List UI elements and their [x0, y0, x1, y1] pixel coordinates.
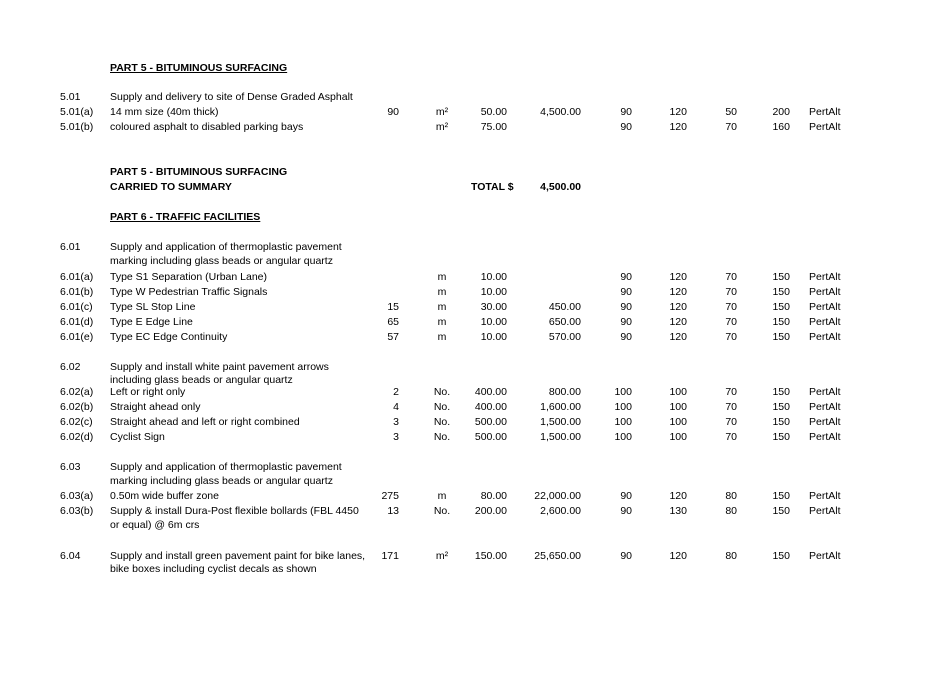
table-row [0, 300, 951, 314]
cell-code: 5.01(b) [60, 121, 94, 133]
cell-amount: 650.00 [548, 316, 581, 328]
cell-ref: PertAlt [809, 316, 841, 328]
cell-f3: 80 [725, 550, 737, 562]
cell-desc: coloured asphalt to disabled parking bays [110, 121, 304, 133]
cell-unit: No. [433, 505, 451, 517]
cell-f4: 150 [772, 286, 790, 298]
cell-f1: 90 [620, 490, 632, 502]
cell-rate: 80.00 [480, 490, 507, 502]
part5-heading: PART 5 - BITUMINOUS SURFACING [110, 62, 288, 74]
cell-f4: 150 [772, 431, 790, 443]
cell-f3: 70 [725, 416, 737, 428]
cell-f4: 150 [772, 386, 790, 398]
part6-heading: PART 6 - TRAFFIC FACILITIES [110, 211, 261, 223]
cell-desc: Type S1 Separation (Urban Lane) [110, 271, 268, 283]
cell-code: 6.01(b) [60, 286, 94, 298]
table-row [0, 460, 951, 474]
cell-ref: PertAlt [809, 286, 841, 298]
cell-qty: 57 [387, 331, 399, 343]
cell-f2: 120 [669, 316, 687, 328]
cell-rate: 200.00 [474, 505, 507, 517]
cell-f2: 120 [669, 271, 687, 283]
cell-f1: 100 [614, 431, 632, 443]
cell-f4: 150 [772, 331, 790, 343]
cell-code: 6.01(e) [60, 331, 94, 343]
cell-f3: 70 [725, 331, 737, 343]
cell-desc: Supply and application of thermoplastic pavement [110, 461, 342, 473]
cell-desc: Straight ahead only [110, 401, 201, 413]
cell-amount: 2,600.00 [540, 505, 581, 517]
cell-f1: 90 [620, 331, 632, 343]
cell-qty: 13 [387, 505, 399, 517]
cell-unit: m [437, 316, 447, 328]
cell-f3: 80 [725, 505, 737, 517]
table-row [0, 105, 951, 119]
cell-code: 6.01(d) [60, 316, 94, 328]
cell-amount: 450.00 [548, 301, 581, 313]
cell-f2: 100 [669, 401, 687, 413]
cell-f1: 90 [620, 316, 632, 328]
total-value: 4,500.00 [540, 181, 581, 193]
cell-f1: 90 [620, 271, 632, 283]
cell-code: 6.03(b) [60, 505, 94, 517]
cell-qty: 275 [381, 490, 399, 502]
cell-f1: 90 [620, 505, 632, 517]
cell-f3: 70 [725, 401, 737, 413]
cell-f2: 120 [669, 331, 687, 343]
cell-f3: 70 [725, 301, 737, 313]
cell-code: 6.03(a) [60, 490, 94, 502]
cell-desc: Supply and install white paint pavement arrows [110, 361, 329, 373]
cell-desc: marking including glass beads or angular quartz [110, 255, 333, 267]
cell-ref: PertAlt [809, 416, 841, 428]
cell-f4: 150 [772, 416, 790, 428]
cell-unit: No. [433, 416, 451, 428]
table-row [0, 254, 951, 268]
table-row [0, 415, 951, 429]
cell-f2: 120 [669, 106, 687, 118]
cell-rate: 400.00 [474, 386, 507, 398]
table-row [0, 549, 951, 563]
cell-f3: 50 [725, 106, 737, 118]
table-row [0, 518, 951, 532]
cell-f1: 100 [614, 416, 632, 428]
cell-unit: m² [435, 550, 449, 562]
cell-rate: 400.00 [474, 401, 507, 413]
cell-rate: 10.00 [480, 331, 507, 343]
cell-ref: PertAlt [809, 505, 841, 517]
cell-f4: 150 [772, 505, 790, 517]
cell-unit: m [437, 490, 447, 502]
cell-f2: 120 [669, 286, 687, 298]
cell-qty: 2 [393, 386, 399, 398]
cell-unit: No. [433, 431, 451, 443]
cell-ref: PertAlt [809, 271, 841, 283]
cell-rate: 50.00 [480, 106, 507, 118]
cell-f2: 120 [669, 490, 687, 502]
cell-unit: m [437, 301, 447, 313]
cell-rate: 150.00 [474, 550, 507, 562]
cell-f4: 160 [772, 121, 790, 133]
cell-desc: including glass beads or angular quartz [110, 374, 293, 386]
cell-ref: PertAlt [809, 550, 841, 562]
part5-summary-row-1 [0, 165, 951, 179]
cell-desc: or equal) @ 6m crs [110, 519, 200, 531]
cell-f1: 90 [620, 106, 632, 118]
cell-code: 6.01 [60, 241, 81, 253]
cell-qty: 171 [381, 550, 399, 562]
total-label: TOTAL $ [471, 181, 514, 193]
cell-unit: m [437, 331, 447, 343]
cell-f4: 150 [772, 401, 790, 413]
cell-code: 6.01(a) [60, 271, 94, 283]
cell-qty: 3 [393, 416, 399, 428]
cell-code: 5.01(a) [60, 106, 94, 118]
table-row [0, 489, 951, 503]
cell-f3: 70 [725, 121, 737, 133]
cell-desc: 14 mm size (40m thick) [110, 106, 219, 118]
cell-f4: 150 [772, 550, 790, 562]
cell-amount: 1,600.00 [540, 401, 581, 413]
cell-desc: Type E Edge Line [110, 316, 193, 328]
cell-desc: Supply and install green pavement paint for bike lanes, [110, 550, 366, 562]
cell-f1: 90 [620, 550, 632, 562]
table-row [0, 430, 951, 444]
table-row [0, 474, 951, 488]
part6-heading-row [0, 210, 951, 224]
cell-amount: 4,500.00 [540, 106, 581, 118]
cell-amount: 800.00 [548, 386, 581, 398]
cell-ref: PertAlt [809, 386, 841, 398]
cell-f3: 70 [725, 286, 737, 298]
cell-desc: Left or right only [110, 386, 186, 398]
cell-amount: 570.00 [548, 331, 581, 343]
cell-ref: PertAlt [809, 490, 841, 502]
cell-ref: PertAlt [809, 431, 841, 443]
cell-desc: Type SL Stop Line [110, 301, 196, 313]
cell-ref: PertAlt [809, 106, 841, 118]
table-row [0, 385, 951, 399]
cell-f2: 120 [669, 121, 687, 133]
cell-f4: 150 [772, 490, 790, 502]
cell-qty: 15 [387, 301, 399, 313]
cell-f1: 90 [620, 286, 632, 298]
cell-qty: 65 [387, 316, 399, 328]
cell-ref: PertAlt [809, 301, 841, 313]
cell-desc: Straight ahead and left or right combined [110, 416, 300, 428]
cell-code: 6.02 [60, 361, 81, 373]
cell-desc: Supply & install Dura-Post flexible bollards (FBL 4450 [110, 505, 359, 517]
cell-ref: PertAlt [809, 121, 841, 133]
cell-f3: 70 [725, 271, 737, 283]
cell-f4: 150 [772, 316, 790, 328]
cell-unit: m [437, 271, 447, 283]
cell-code: 6.01(c) [60, 301, 93, 313]
cell-desc: Supply and delivery to site of Dense Graded Asphalt [110, 91, 353, 103]
part5-heading-row [0, 61, 951, 75]
cell-ref: PertAlt [809, 331, 841, 343]
cell-code: 6.02(d) [60, 431, 94, 443]
part5-summary-row-2 [0, 180, 951, 194]
table-row [0, 360, 951, 374]
cell-rate: 500.00 [474, 416, 507, 428]
cell-f3: 80 [725, 490, 737, 502]
table-row [0, 504, 951, 518]
cell-desc: marking including glass beads or angular quartz [110, 475, 333, 487]
cell-amount: 1,500.00 [540, 431, 581, 443]
cell-unit: No. [433, 401, 451, 413]
cell-amount: 1,500.00 [540, 416, 581, 428]
cell-f2: 120 [669, 550, 687, 562]
cell-code: 6.02(b) [60, 401, 94, 413]
cell-f4: 150 [772, 271, 790, 283]
cell-unit: m² [435, 121, 449, 133]
cell-code: 6.02(a) [60, 386, 94, 398]
cell-f1: 100 [614, 386, 632, 398]
cell-desc: Type EC Edge Continuity [110, 331, 228, 343]
table-row [0, 315, 951, 329]
cell-code: 5.01 [60, 91, 81, 103]
cell-f3: 70 [725, 316, 737, 328]
cell-f3: 70 [725, 386, 737, 398]
cell-rate: 10.00 [480, 316, 507, 328]
cell-code: 6.04 [60, 550, 81, 562]
table-row [0, 240, 951, 254]
table-row [0, 270, 951, 284]
table-row [0, 285, 951, 299]
cell-f3: 70 [725, 431, 737, 443]
cell-desc: 0.50m wide buffer zone [110, 490, 219, 502]
cell-ref: PertAlt [809, 401, 841, 413]
table-row [0, 330, 951, 344]
cell-desc: Cyclist Sign [110, 431, 165, 443]
cell-qty: 90 [387, 106, 399, 118]
cell-f4: 150 [772, 301, 790, 313]
cell-f2: 100 [669, 416, 687, 428]
table-row [0, 90, 951, 104]
cell-qty: 3 [393, 431, 399, 443]
cell-desc: bike boxes including cyclist decals as shown [110, 563, 317, 575]
cell-f2: 100 [669, 431, 687, 443]
cell-code: 6.02(c) [60, 416, 93, 428]
table-row [0, 400, 951, 414]
cell-f1: 100 [614, 401, 632, 413]
table-row [0, 562, 951, 576]
carried-to-summary-label: CARRIED TO SUMMARY [110, 181, 232, 193]
cell-f2: 120 [669, 301, 687, 313]
cell-rate: 10.00 [480, 286, 507, 298]
cell-unit: No. [433, 386, 451, 398]
cell-unit: m² [435, 106, 449, 118]
cell-f2: 100 [669, 386, 687, 398]
cell-desc: Supply and application of thermoplastic pavement [110, 241, 342, 253]
cell-qty: 4 [393, 401, 399, 413]
cell-unit: m [437, 286, 447, 298]
cell-f4: 200 [772, 106, 790, 118]
cell-f1: 90 [620, 301, 632, 313]
part5-summary-title: PART 5 - BITUMINOUS SURFACING [110, 166, 288, 178]
table-row [0, 120, 951, 134]
cell-f2: 130 [669, 505, 687, 517]
cell-rate: 10.00 [480, 271, 507, 283]
cell-rate: 75.00 [480, 121, 507, 133]
cell-amount: 22,000.00 [534, 490, 581, 502]
cell-amount: 25,650.00 [534, 550, 581, 562]
cell-desc: Type W Pedestrian Traffic Signals [110, 286, 268, 298]
cell-f1: 90 [620, 121, 632, 133]
cell-rate: 30.00 [480, 301, 507, 313]
cell-rate: 500.00 [474, 431, 507, 443]
cell-code: 6.03 [60, 461, 81, 473]
